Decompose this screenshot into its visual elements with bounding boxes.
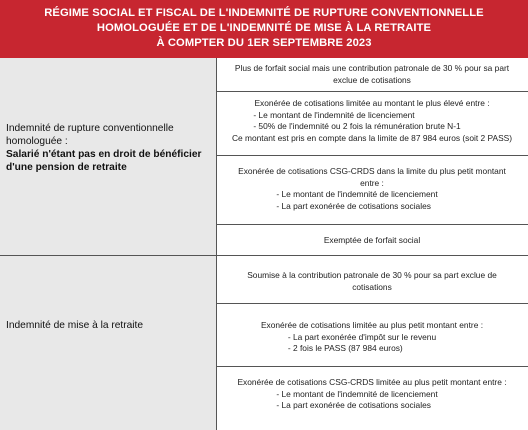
rupture-cell3-line-1: Exonérée de cotisations CSG-CRDS dans la limite du plus petit montant xyxy=(238,166,506,176)
row-divider xyxy=(216,303,528,304)
retraite-cell-contribution xyxy=(216,256,528,303)
rupture-cell2-item-2: - 50% de l'indemnité ou 2 fois la rémunération brute N-1 xyxy=(253,121,461,132)
row-label-retraite xyxy=(0,256,216,430)
rupture-cell3-line-2: entre : xyxy=(360,177,384,188)
retraite-cell-cotisations xyxy=(216,304,528,366)
rupture-label-bold-1: Salarié n'étant pas en droit de bénéficier xyxy=(6,149,202,160)
header-line-2: HOMOLOGUÉE ET DE L'INDEMNITÉ DE MISE À LA RETRAITE xyxy=(96,22,432,34)
rupture-cell1-line-2: exclue de cotisations xyxy=(333,74,411,85)
retraite-cell2-item-2: - 2 fois le PASS (87 984 euros) xyxy=(287,343,403,354)
rupture-cell-cotisations xyxy=(216,92,528,155)
section-divider xyxy=(0,255,528,256)
rupture-cell3-item-2: - La part exonérée de cotisations sociales xyxy=(276,200,431,211)
rupture-cell2-line-2: Ce montant est pris en compte dans la limite de 87 984 euros (soit 2 PASS) xyxy=(231,132,513,143)
table-header xyxy=(0,0,528,58)
rupture-label-line-1: Indemnité de rupture conventionnelle xyxy=(6,123,174,134)
rupture-cell-csg xyxy=(216,156,528,224)
retraite-cell2-item-1: - La part exonérée d'impôt sur le revenu xyxy=(287,331,437,342)
retraite-cell3-line-1: Exonérée de cotisations CSG-CRDS limitée au plus petit montant entre : xyxy=(237,377,507,387)
row-label-rupture xyxy=(0,58,216,255)
rupture-label-bold-2: d'une pension de retraite xyxy=(6,162,127,173)
rupture-cell2-line-1: Exonérée de cotisations limitée au montant le plus élevé entre : xyxy=(254,98,490,108)
rupture-cell-forfait xyxy=(216,58,528,91)
column-divider xyxy=(216,58,217,430)
rupture-label-line-2: homologuée : xyxy=(6,136,68,147)
retraite-label: Indemnité de mise à la retraite xyxy=(6,320,144,331)
row-divider xyxy=(216,366,528,367)
retraite-cell2-line-1: Exonérée de cotisations limitée au plus petit montant entre : xyxy=(260,320,484,330)
rupture-cell4-line-1: Exemptée de forfait social xyxy=(323,235,421,245)
retraite-cell1-line-2: cotisations xyxy=(352,281,392,292)
header-line-1: RÉGIME SOCIAL ET FISCAL DE L'INDEMNITÉ DE RUPTURE CONVENTIONNELLE xyxy=(44,7,484,19)
retraite-cell-csg xyxy=(216,367,528,430)
row-divider xyxy=(216,91,528,92)
retraite-cell3-item-2: - La part exonérée de cotisations sociales xyxy=(276,400,431,411)
rupture-cell-exemptee xyxy=(216,225,528,255)
rupture-cell3-item-1: - Le montant de l'indemnité de licenciement xyxy=(276,189,438,200)
rupture-cell1-line-1: Plus de forfait social mais une contribution patronale de 30 % pour sa part xyxy=(234,63,510,73)
header-line-3: À COMPTER DU 1ER SEPTEMBRE 2023 xyxy=(156,37,372,49)
retraite-cell3-item-1: - Le montant de l'indemnité de licenciement xyxy=(276,388,438,399)
row-divider xyxy=(216,155,528,156)
row-divider xyxy=(216,224,528,225)
rupture-cell2-item-1: - Le montant de l'indemnité de licenciement xyxy=(253,109,415,120)
retraite-cell1-line-1: Soumise à la contribution patronale de 30 % pour sa part exclue de xyxy=(247,270,497,280)
